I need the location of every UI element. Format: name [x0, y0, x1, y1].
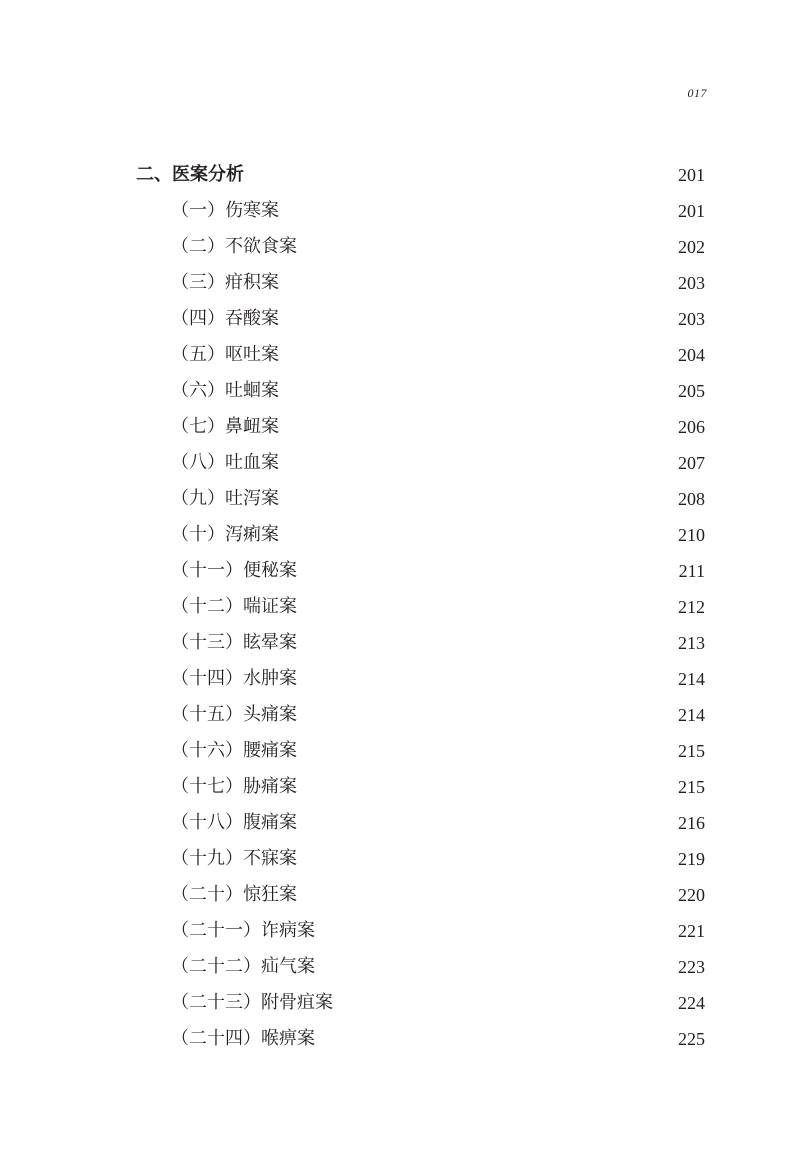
toc-entry[interactable]: [0, 661, 800, 697]
toc-entry-page: 213: [678, 633, 705, 653]
toc-entry-title: （十四）水肿案: [171, 668, 297, 689]
toc-entry-title: （二十三）附骨疽案: [171, 992, 333, 1013]
toc-entry-title: （十七）胁痛案: [171, 776, 297, 797]
toc-entry-page: 225: [678, 1029, 705, 1049]
toc-entry-title: （十五）头痛案: [171, 704, 297, 725]
toc-entry-page: 214: [678, 705, 705, 725]
toc-entry[interactable]: [0, 337, 800, 373]
toc-entry-page: 208: [678, 489, 705, 509]
toc-entry-page: 203: [678, 309, 705, 329]
toc-entry-page: 212: [678, 597, 705, 617]
toc-entry[interactable]: [0, 481, 800, 517]
toc-entry-page: 223: [678, 957, 705, 977]
toc-entry-page: 207: [678, 453, 705, 473]
toc-entry-page: 210: [678, 525, 705, 545]
toc-entry[interactable]: [0, 589, 800, 625]
toc-entry-title: （九）吐泻案: [171, 488, 279, 509]
toc-entry[interactable]: [0, 805, 800, 841]
toc-entry-page: 205: [678, 381, 705, 401]
toc-entry-title: （十一）便秘案: [171, 560, 297, 581]
toc-entry-title: （十）泻痢案: [171, 524, 279, 545]
toc-entry-title: （七）鼻衄案: [171, 416, 279, 437]
toc-entry[interactable]: [0, 841, 800, 877]
toc-entry-page: 202: [678, 237, 705, 257]
toc-entry-title: （二十四）喉痹案: [171, 1028, 315, 1049]
toc-entry-page: 214: [678, 669, 705, 689]
toc-entry-title: （二十一）诈病案: [171, 920, 315, 941]
toc-entry[interactable]: [0, 877, 800, 913]
toc-entry[interactable]: [0, 301, 800, 337]
toc-entry-title: （一）伤寒案: [171, 200, 279, 221]
toc-entry-title: （十九）不寐案: [171, 848, 297, 869]
toc-entry-page: 221: [678, 921, 705, 941]
toc-entry[interactable]: [0, 733, 800, 769]
toc-entry-page: 215: [678, 777, 705, 797]
toc-entry-title: （八）吐血案: [171, 452, 279, 473]
toc-entry-title: （十六）腰痛案: [171, 740, 297, 761]
toc-entry-page: 219: [678, 849, 705, 869]
toc-entry-title: （六）吐蛔案: [171, 380, 279, 401]
toc-entry[interactable]: [0, 553, 800, 589]
toc-entry[interactable]: [0, 1021, 800, 1057]
toc-entry[interactable]: [0, 985, 800, 1021]
toc-entry-page: 215: [678, 741, 705, 761]
page-number: 017: [687, 86, 707, 100]
toc-entry-page: 216: [678, 813, 705, 833]
toc-entry-title: （二）不欲食案: [171, 236, 297, 257]
toc-entry[interactable]: [0, 229, 800, 265]
toc-entry-page: 211: [678, 561, 705, 581]
toc-section-page: 201: [678, 165, 705, 185]
toc-entry-title: （二十二）疝气案: [171, 956, 315, 977]
toc-entry-title: （十八）腹痛案: [171, 812, 297, 833]
toc-entry-title: （四）吞酸案: [171, 308, 279, 329]
toc-entry[interactable]: [0, 445, 800, 481]
toc-entry[interactable]: [0, 697, 800, 733]
toc-entry[interactable]: [0, 373, 800, 409]
toc-entry[interactable]: [0, 769, 800, 805]
toc-entry-page: 201: [678, 201, 705, 221]
toc-entry-page: 204: [678, 345, 705, 365]
toc-entry-title: （十二）喘证案: [171, 596, 297, 617]
toc-entry-page: 206: [678, 417, 705, 437]
toc-entry[interactable]: [0, 517, 800, 553]
toc-entry-list: [0, 193, 800, 1057]
toc-entry-title: （五）呕吐案: [171, 344, 279, 365]
toc-entry-title: （三）疳积案: [171, 272, 279, 293]
toc-section-heading[interactable]: [0, 157, 800, 193]
toc-entry[interactable]: [0, 193, 800, 229]
toc-entry[interactable]: [0, 625, 800, 661]
toc-entry-page: 224: [678, 993, 705, 1013]
toc-entry[interactable]: [0, 949, 800, 985]
toc-entry-title: （二十）惊狂案: [171, 884, 297, 905]
toc-entry-title: （十三）眩晕案: [171, 632, 297, 653]
toc-entry-page: 203: [678, 273, 705, 293]
toc-entry[interactable]: [0, 265, 800, 301]
table-of-contents: [0, 157, 800, 1057]
toc-section-title: 二、医案分析: [136, 164, 244, 185]
toc-entry[interactable]: [0, 409, 800, 445]
toc-entry-page: 220: [678, 885, 705, 905]
toc-entry[interactable]: [0, 913, 800, 949]
